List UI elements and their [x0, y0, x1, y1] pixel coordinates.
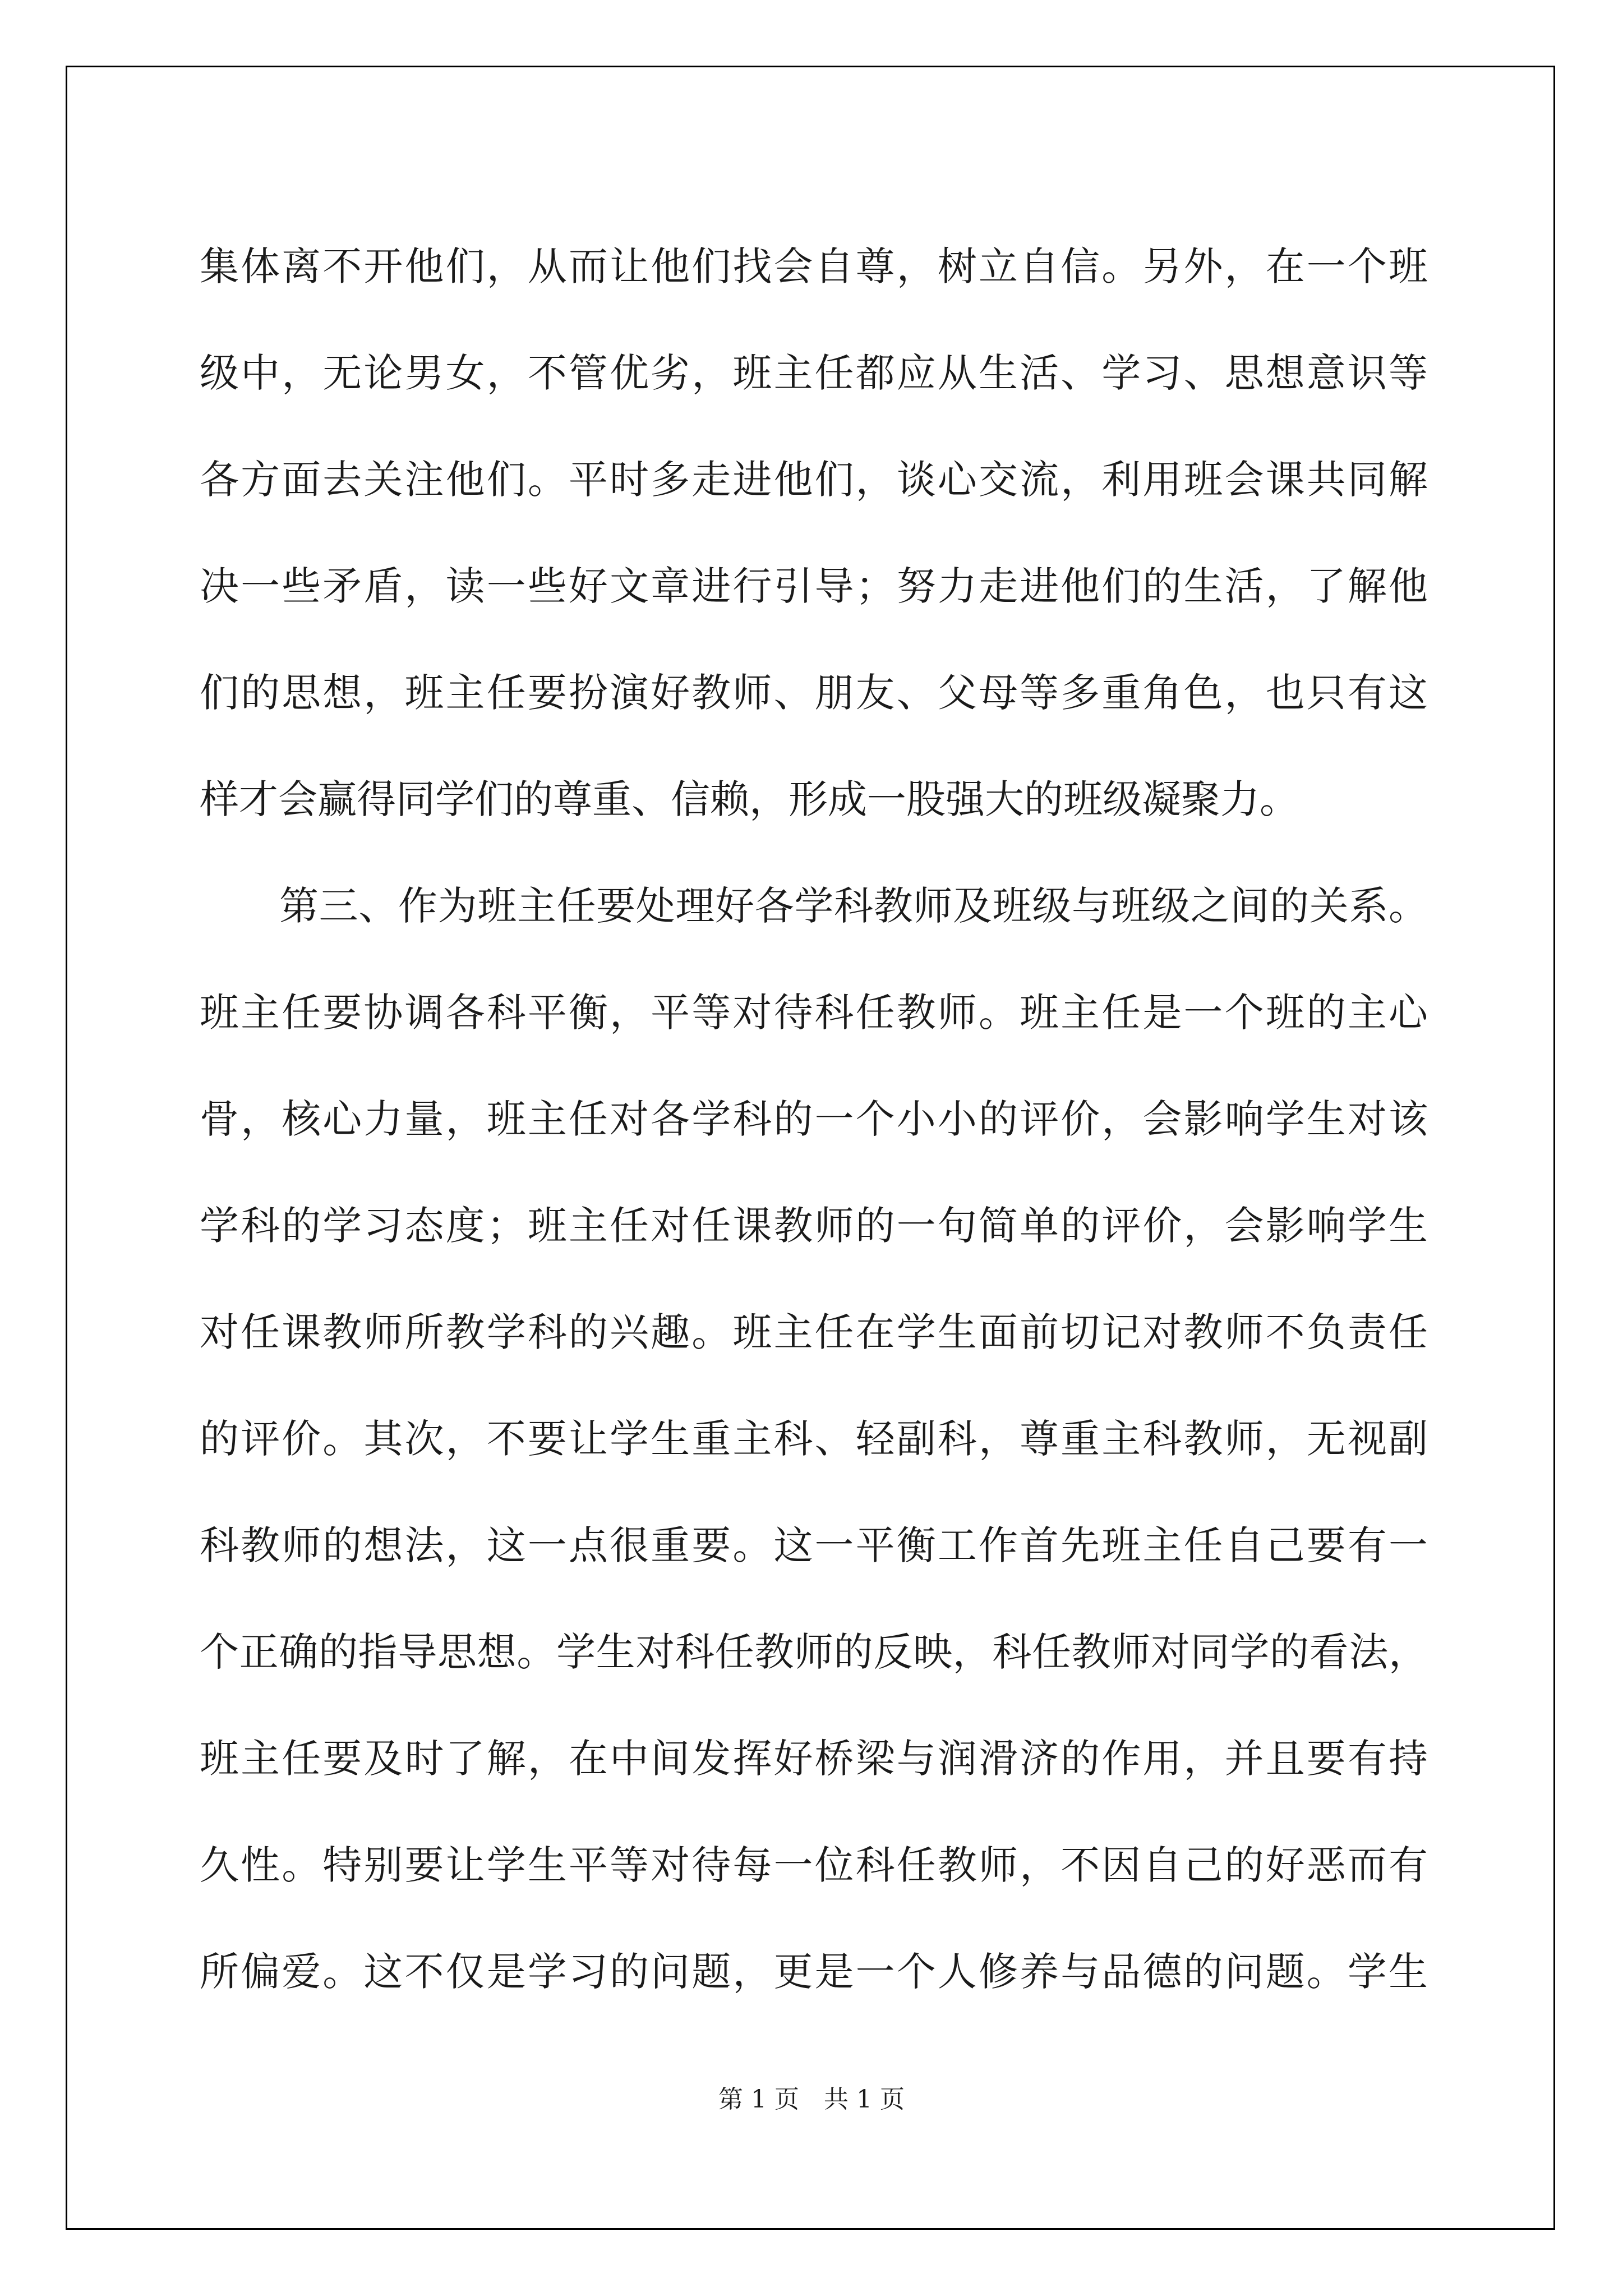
text-line: 集体离不开他们，从而让他们找会自尊，树立自信。另外，在一个班: [200, 243, 1428, 289]
text-line: 级中，无论男女，不管优劣，班主任都应从生活、学习、思想意识等: [200, 350, 1428, 396]
document-body: [200, 213, 1428, 2025]
text-line: 们的思想，班主任要扮演好教师、朋友、父母等多重角色，也只有这: [200, 670, 1428, 716]
text-line: 学科的学习态度；班主任对任课教师的一句简单的评价，会影响学生: [200, 1203, 1428, 1249]
text-line: 班主任要及时了解，在中间发挥好桥梁与润滑济的作用，并且要有持: [200, 1736, 1428, 1782]
text-line: 班主任要协调各科平衡，平等对待科任教师。班主任是一个班的主心: [200, 990, 1428, 1036]
text-line: 的评价。其次，不要让学生重主科、轻副科，尊重主科教师，无视副: [200, 1416, 1428, 1462]
text-line: 第三、作为班主任要处理好各学科教师及班级与班级之间的关系。: [279, 883, 1428, 929]
text-line: 对任课教师所教学科的兴趣。班主任在学生面前切记对教师不负责任: [200, 1309, 1428, 1355]
text-line: 决一些矛盾，读一些好文章进行引导；努力走进他们的生活，了解他: [200, 563, 1428, 609]
text-line: 个正确的指导思想。学生对科任教师的反映，科任教师对同学的看法，: [200, 1629, 1428, 1675]
text-line: 所偏爱。这不仅是学习的问题，更是一个人修养与品德的问题。学生: [200, 1949, 1428, 1995]
page-number-footer: 第 1 页 共 1 页: [718, 2085, 905, 2114]
text-line: 各方面去关注他们。平时多走进他们，谈心交流，利用班会课共同解: [200, 457, 1428, 503]
text-line: 骨，核心力量，班主任对各学科的一个小小的评价，会影响学生对该: [200, 1096, 1428, 1142]
text-line: 久性。特别要让学生平等对待每一位科任教师，不因自己的好恶而有: [200, 1842, 1428, 1888]
text-line: 科教师的想法，这一点很重要。这一平衡工作首先班主任自己要有一: [200, 1522, 1428, 1568]
text-line: 样才会赢得同学们的尊重、信赖，形成一股强大的班级凝聚力。: [200, 776, 1299, 822]
